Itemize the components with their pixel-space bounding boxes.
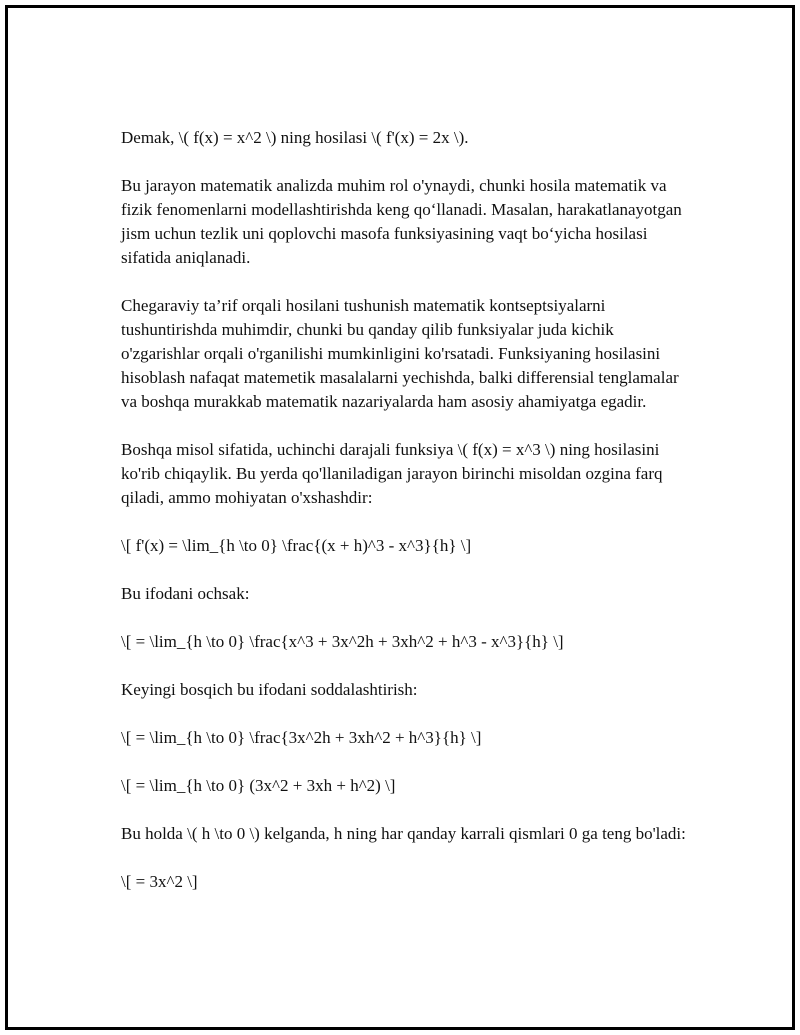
paragraph-expand: Bu ifodani ochsak: [121, 584, 250, 603]
equation-simplified: \[ = \lim_{h \to 0} \frac{3x^2h + 3xh^2 + h^3}{h} \] [121, 728, 482, 747]
page-frame [5, 5, 795, 1030]
paragraph-cubic-example: Boshqa misol sifatida, uchinchi darajali funksiya \( f(x) = x^3 \) ning hosilasini ko'rib chiqaylik. Bu yerda qo'llaniladigan jarayon birinchi misoldan ozgina farq qiladi, ammo mohiyatan o'xshashdir: [121, 440, 663, 507]
equation-result: \[ = 3x^2 \] [121, 872, 198, 891]
paragraph-importance: Bu jarayon matematik analizda muhim rol o'ynaydi, chunki hosila matematik va fizik fenomenlarni modellashtirishda keng qo‘llanadi. Masalan, harakatlanayotgan jism uchun tezlik uni qoplovchi masofa funksiyasining vaqt bo‘yicha hosilasi sifatida aniqlanadi. [121, 176, 682, 267]
document-body [121, 126, 686, 918]
paragraph-conclusion-square: Demak, \( f(x) = x^2 \) ning hosilasi \( f'(x) = 2x \). [121, 128, 469, 147]
paragraph-simplify: Keyingi bosqich bu ifodani soddalashtirish: [121, 680, 418, 699]
equation-derivative-limit: \[ f'(x) = \lim_{h \to 0} \frac{(x + h)^3 - x^3}{h} \] [121, 536, 472, 555]
equation-factored: \[ = \lim_{h \to 0} (3x^2 + 3xh + h^2) \] [121, 776, 396, 795]
paragraph-h-to-zero: Bu holda \( h \to 0 \) kelganda, h ning har qanday karrali qismlari 0 ga teng bo'ladi: [121, 824, 686, 843]
paragraph-limit-definition: Chegaraviy ta’rif orqali hosilani tushunish matematik kontseptsiyalarni tushuntirishda muhimdir, chunki bu qanday qilib funksiyalar juda kichik o'zgarishlar orqali o'rganilishi mumkinligini ko'rsatadi. Funksiyaning hosilasini hisoblash nafaqat matemetik masalalarni yechishda, balki differensial tenglamalar va boshqa murakkab matematik nazariyalarda ham asosiy ahamiyatga egadir. [121, 296, 679, 411]
equation-expanded: \[ = \lim_{h \to 0} \frac{x^3 + 3x^2h + 3xh^2 + h^3 - x^3}{h} \] [121, 632, 564, 651]
